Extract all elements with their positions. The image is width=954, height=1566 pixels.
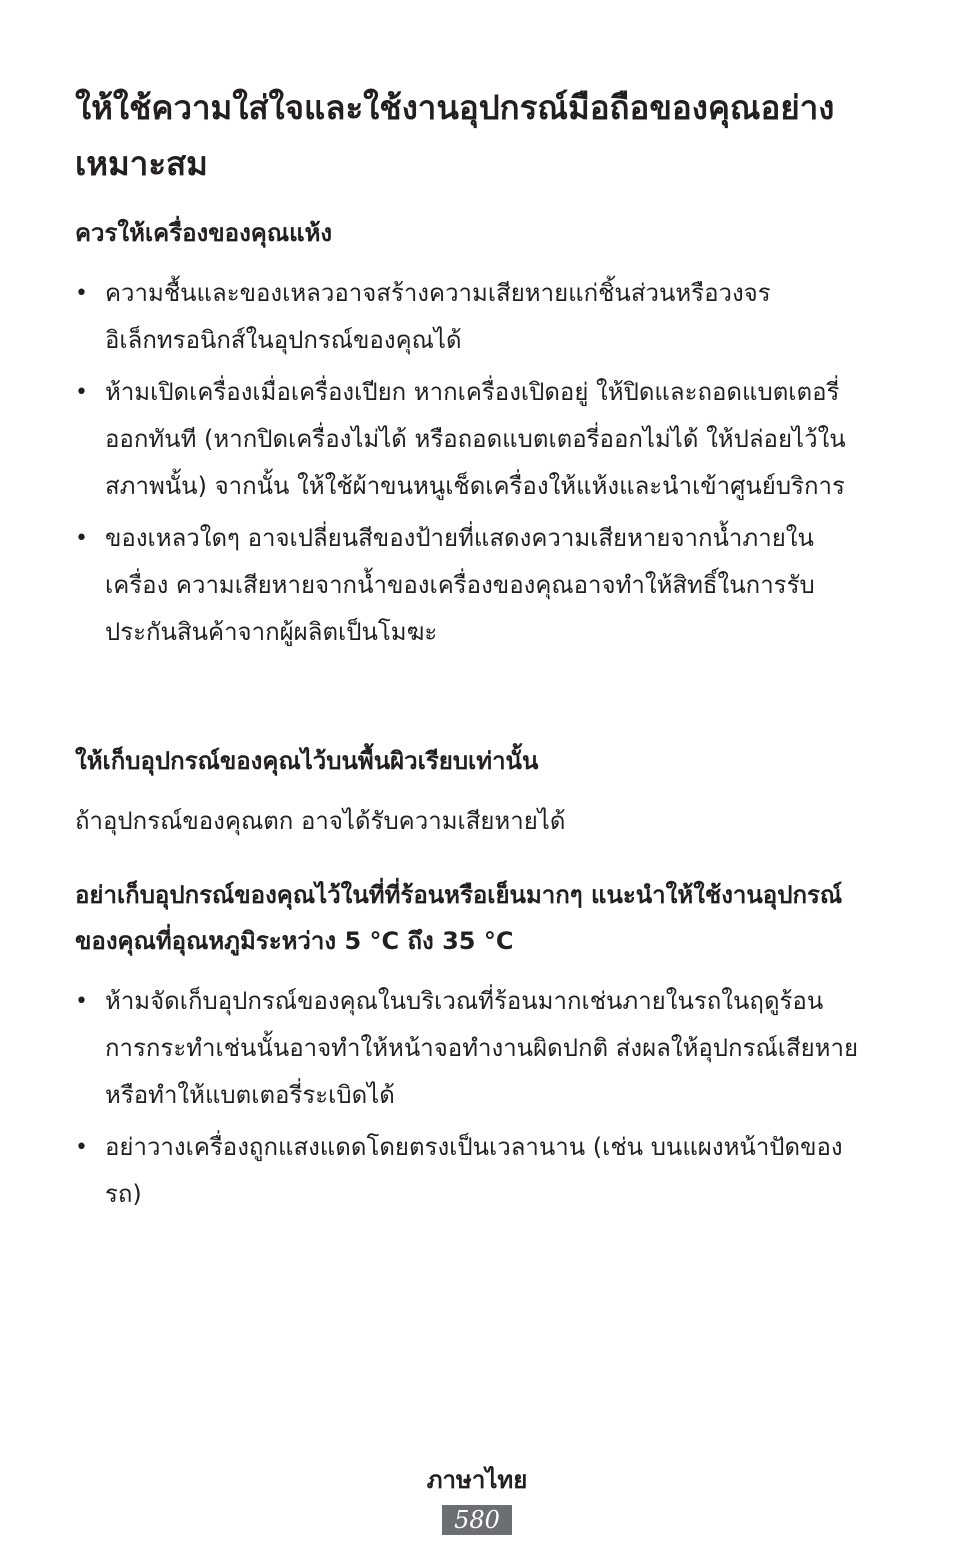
footer-language: ภาษาไทย <box>426 1466 528 1494</box>
bullet-icon: • <box>75 380 88 405</box>
list-item <box>75 515 875 656</box>
list-item <box>75 369 875 510</box>
bullet-list-keep-dry <box>75 270 875 661</box>
list-item-text: ความชื้นและของเหลวอาจสร้างความเสียหายแก่ชิ้นส่วนหรือวงจรอิเล็กทรอนิกส์ในอุปกรณ์ของคุณได้ <box>105 279 771 354</box>
section-heading-temperature: อย่าเก็บอุปกรณ์ของคุณไว้ในที่ที่ร้อนหรือเย็นมากๆ แนะนำให้ใช้งานอุปกรณ์ของคุณที่อุณหภูมิระหว่าง 5 °C ถึง 35 °C <box>75 881 843 955</box>
page-title: ให้ใช้ความใส่ใจและใช้งานอุปกรณ์มือถือของคุณอย่างเหมาะสม <box>75 88 835 183</box>
bullet-icon: • <box>75 989 88 1014</box>
bullet-list-temperature <box>75 978 875 1223</box>
section-heading-keep-dry: ควรให้เครื่องของคุณแห้ง <box>75 219 333 247</box>
bullet-icon: • <box>75 526 88 551</box>
bullet-icon: • <box>75 281 88 306</box>
list-item-text: ห้ามจัดเก็บอุปกรณ์ของคุณในบริเวณที่ร้อนมากเช่นภายในรถในฤดูร้อน การกระทำเช่นนั้นอาจทำให้หน้าจอทำงานผิดปกติ ส่งผลให้อุปกรณ์เสียหาย หรือทำให้แบตเตอรี่ระเบิดได้ <box>105 987 858 1109</box>
list-item <box>75 978 875 1119</box>
list-item <box>75 1124 875 1218</box>
bullet-icon: • <box>75 1135 88 1160</box>
page-number: 580 <box>442 1505 512 1535</box>
list-item-text: ห้ามเปิดเครื่องเมื่อเครื่องเปียก หากเครื่องเปิดอยู่ ให้ปิดและถอดแบตเตอรี่ออกทันที (หากปิดเครื่องไม่ได้ หรือถอดแบตเตอรี่ออกไม่ได้ ให้ปล่อยไว้ในสภาพนั้น) จากนั้น ให้ใช้ผ้าขนหนูเช็ดเครื่องให้แห้งและนำเข้าศูนย์บริการ <box>105 378 846 500</box>
list-item <box>75 270 875 364</box>
section-paragraph: ถ้าอุปกรณ์ของคุณตก อาจได้รับความเสียหายได้ <box>75 807 566 835</box>
list-item-text: อย่าวางเครื่องถูกแสงแดดโดยตรงเป็นเวลานาน (เช่น บนแผงหน้าปัดของรถ) <box>105 1133 843 1208</box>
list-item-text: ของเหลวใดๆ อาจเปลี่ยนสีของป้ายที่แสดงความเสียหายจากน้ำภายในเครื่อง ความเสียหายจากน้ำของเครื่องของคุณอาจทำให้สิทธิ์ในการรับประกันสินค้าจากผู้ผลิตเป็นโมฆะ <box>105 524 815 646</box>
section-heading-flat-surface: ให้เก็บอุปกรณ์ของคุณไว้บนพื้นผิวเรียบเท่านั้น <box>75 747 539 775</box>
